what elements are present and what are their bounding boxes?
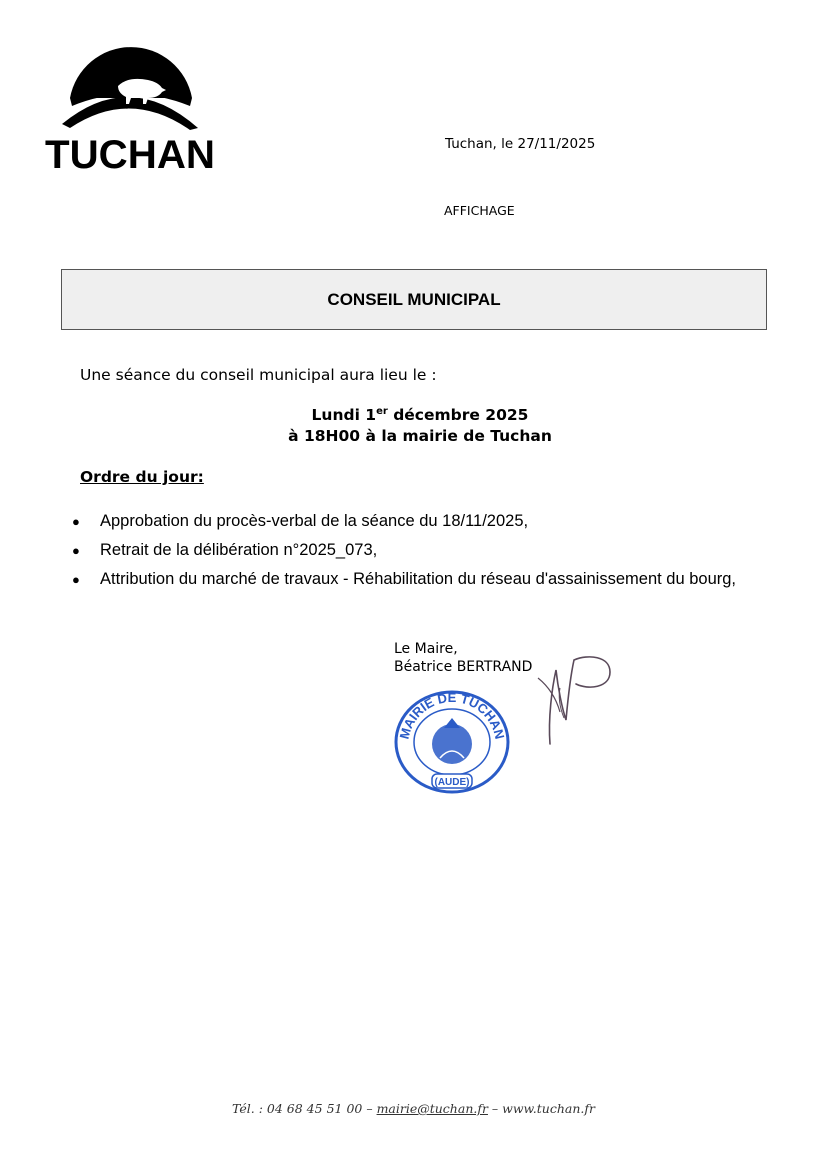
date-line: Tuchan, le 27/11/2025 <box>445 136 596 152</box>
bullet-icon: ● <box>72 514 80 529</box>
bullet-icon: ● <box>72 572 80 587</box>
signature-mark <box>530 648 620 748</box>
signatory-role: Le Maire, <box>394 641 458 657</box>
list-item: ● Attribution du marché de travaux - Réhabilitation du réseau d'assainissement du bourg, <box>72 565 752 594</box>
title-box <box>61 269 767 330</box>
mairie-stamp <box>392 688 512 798</box>
tuchan-logo <box>40 28 220 176</box>
signatory-name: Béatrice BERTRAND <box>394 659 533 675</box>
signatory-block <box>394 640 532 676</box>
logo-wordmark: TUCHAN <box>45 133 215 176</box>
meeting-details <box>80 405 760 447</box>
affichage-label: AFFICHAGE <box>444 203 515 218</box>
bullet-icon: ● <box>72 543 80 558</box>
agenda-heading: Ordre du jour: <box>80 468 204 486</box>
agenda-list <box>72 507 752 594</box>
meeting-place: à 18H00 à la mairie de Tuchan <box>288 427 552 445</box>
list-item: ● Approbation du procès-verbal de la séance du 18/11/2025, <box>72 507 752 536</box>
footer-website: www.tuchan.fr <box>502 1101 595 1116</box>
stamp-bottom-text: (AUDE) <box>434 777 470 788</box>
stamp-emblem <box>432 724 472 764</box>
page-title: CONSEIL MUNICIPAL <box>327 289 501 309</box>
footer-email-link[interactable]: mairie@tuchan.fr <box>376 1101 488 1116</box>
meeting-date: Lundi 1er décembre 2025 <box>311 406 529 424</box>
stamp-top-text: MAIRIE DE TUCHAN <box>396 689 508 741</box>
list-item: ● Retrait de la délibération n°2025_073, <box>72 536 752 565</box>
footer-phone: Tél. : 04 68 45 51 00 <box>232 1101 363 1116</box>
intro-text: Une séance du conseil municipal aura lieu le : <box>80 366 437 384</box>
footer-contact: Tél. : 04 68 45 51 00 – mairie@tuchan.fr – www.tuchan.fr <box>232 1101 595 1116</box>
